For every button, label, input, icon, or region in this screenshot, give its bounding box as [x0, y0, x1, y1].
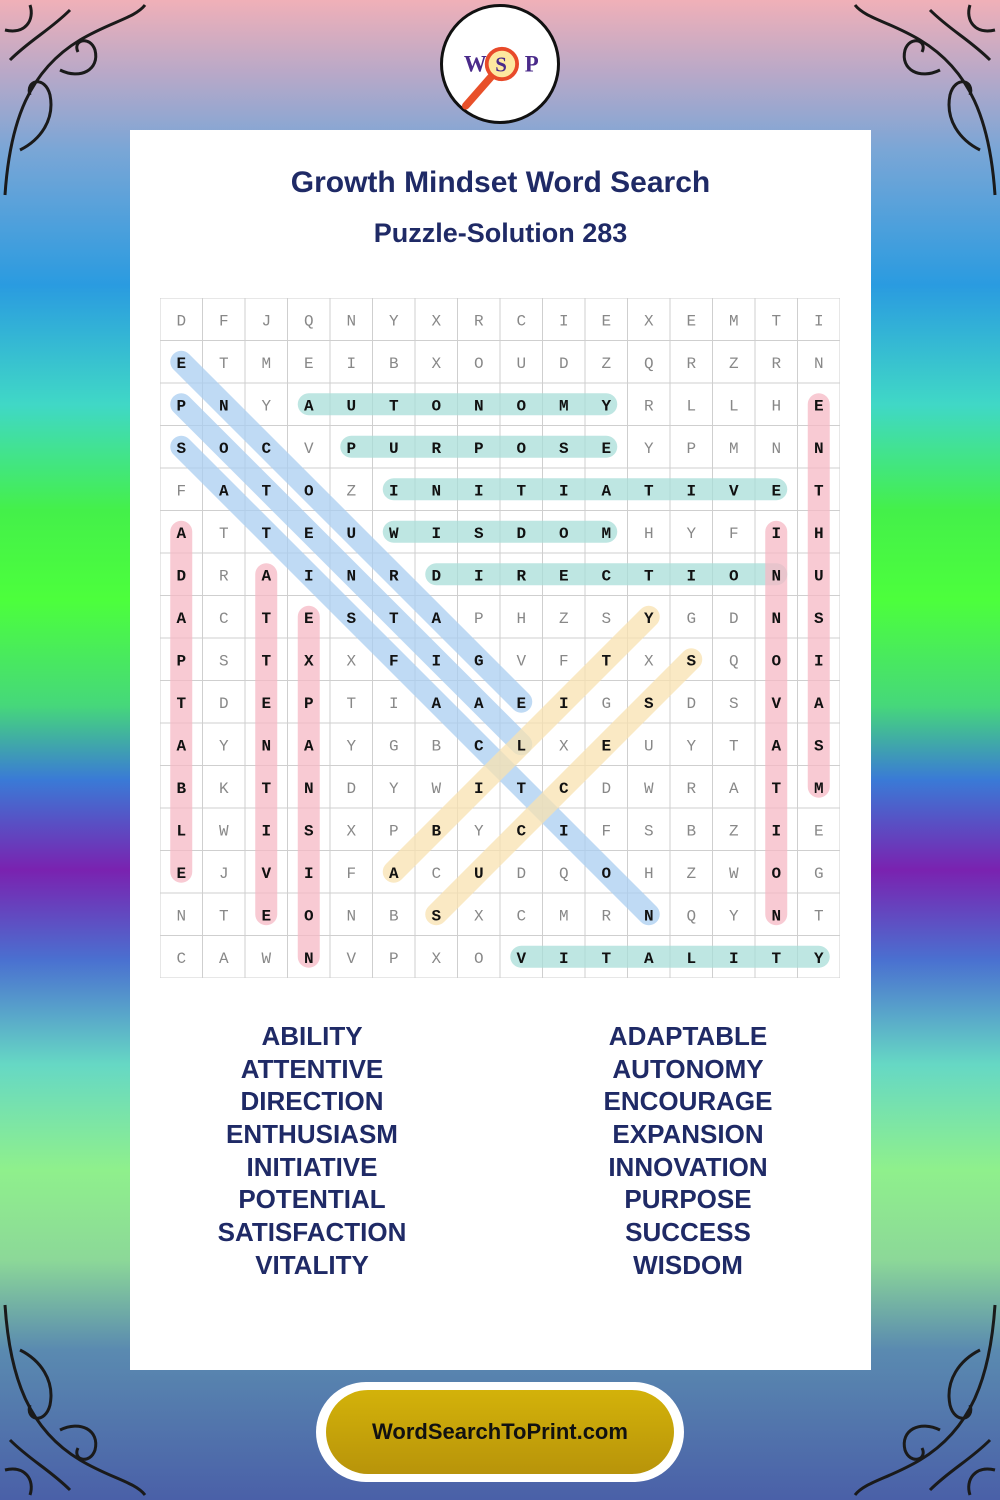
grid-letter[interactable]: R — [431, 439, 442, 458]
grid-letter[interactable]: Y — [686, 524, 697, 543]
grid-letter[interactable]: N — [176, 907, 187, 926]
word-list-item: POTENTIAL — [238, 1184, 386, 1215]
word-list-item: ABILITY — [261, 1021, 363, 1051]
grid-letter[interactable]: V — [516, 949, 527, 968]
grid-letter[interactable]: D — [218, 694, 229, 713]
grid-letter[interactable]: Z — [346, 482, 357, 501]
grid-letter[interactable]: T — [516, 482, 527, 501]
grid-letter[interactable]: F — [176, 482, 187, 501]
grid-letter[interactable]: R — [516, 567, 527, 586]
grid-letter[interactable]: Y — [643, 439, 654, 458]
grid-letter[interactable]: N — [813, 354, 824, 373]
grid-letter[interactable]: H — [813, 524, 824, 543]
grid-letter[interactable]: N — [261, 737, 272, 756]
grid-letter[interactable]: M — [601, 524, 612, 543]
grid-letter[interactable]: T — [176, 694, 187, 713]
grid-letter[interactable]: A — [176, 524, 187, 543]
word-list-item: DIRECTION — [240, 1086, 384, 1117]
grid-letter[interactable]: N — [303, 949, 314, 968]
grid-letter[interactable]: B — [686, 822, 697, 841]
grid-letter[interactable]: L — [176, 822, 187, 841]
grid-letter[interactable]: E — [303, 354, 314, 373]
grid-letter[interactable]: D — [558, 354, 569, 373]
grid-letter[interactable]: I — [686, 567, 697, 586]
grid-letter[interactable]: H — [643, 864, 654, 883]
grid-letter[interactable]: F — [558, 652, 569, 671]
grid-letter[interactable]: A — [643, 949, 654, 968]
corner-ornament-bottom-left — [0, 1300, 150, 1500]
grid-letter[interactable]: E — [261, 907, 272, 926]
grid-letter[interactable]: P — [473, 439, 484, 458]
grid-letter[interactable]: P — [176, 652, 187, 671]
grid-letter[interactable]: E — [261, 694, 272, 713]
grid-letter[interactable]: R — [473, 312, 484, 331]
grid-letter[interactable]: I — [558, 822, 569, 841]
grid-letter[interactable]: S — [218, 652, 229, 671]
grid-letter[interactable]: S — [813, 609, 824, 628]
grid-letter[interactable]: O — [771, 652, 782, 671]
grid-letter[interactable]: C — [261, 439, 272, 458]
grid-letter[interactable]: I — [558, 694, 569, 713]
grid-letter[interactable]: C — [516, 822, 527, 841]
grid-letter[interactable]: P — [388, 822, 399, 841]
grid-letter[interactable]: S — [176, 439, 187, 458]
grid-letter[interactable]: S — [558, 439, 569, 458]
grid-letter[interactable]: N — [431, 482, 442, 501]
grid-letter[interactable]: B — [388, 907, 399, 926]
grid-letter[interactable]: A — [261, 567, 272, 586]
grid-letter[interactable]: N — [643, 907, 654, 926]
word-list-item: ATTENTIVE — [240, 1053, 384, 1084]
grid-letter[interactable]: I — [346, 354, 357, 373]
grid-letter[interactable]: T — [813, 907, 824, 926]
word-list-item: AUTONOMY — [612, 1053, 764, 1084]
grid-letter[interactable]: P — [686, 439, 697, 458]
grid-letter[interactable]: A — [388, 864, 399, 883]
word-list-item: VITALITY — [255, 1249, 369, 1280]
word-list-item: SATISFACTION — [217, 1217, 407, 1248]
grid-letter[interactable]: O — [473, 354, 484, 373]
grid-letter[interactable]: N — [303, 779, 314, 798]
grid-letter[interactable]: O — [728, 567, 739, 586]
grid-letter[interactable]: S — [431, 907, 442, 926]
grid-letter[interactable]: O — [303, 482, 314, 501]
grid-letter[interactable]: E — [558, 567, 569, 586]
grid-letter[interactable]: Y — [218, 737, 229, 756]
grid-letter[interactable]: C — [176, 949, 187, 968]
grid-letter[interactable]: I — [728, 949, 739, 968]
grid-letter[interactable]: R — [601, 907, 612, 926]
grid-letter[interactable]: N — [771, 907, 782, 926]
grid-letter[interactable]: T — [261, 652, 272, 671]
grid-letter[interactable]: N — [473, 397, 484, 416]
grid-letter[interactable]: E — [176, 864, 187, 883]
grid-letter[interactable]: G — [813, 864, 824, 883]
grid-letter[interactable]: G — [686, 609, 697, 628]
grid-letter[interactable]: X — [346, 822, 357, 841]
grid-letter[interactable]: A — [218, 949, 229, 968]
grid-letter[interactable]: N — [771, 609, 782, 628]
grid-letter[interactable]: C — [473, 737, 484, 756]
grid-letter[interactable]: T — [346, 694, 357, 713]
grid-letter[interactable]: C — [218, 609, 229, 628]
word-list-left — [112, 1020, 512, 1282]
grid-letter[interactable]: L — [728, 397, 739, 416]
grid-letter[interactable]: I — [431, 652, 442, 671]
grid-letter[interactable]: C — [558, 779, 569, 798]
grid-letter[interactable]: E — [303, 609, 314, 628]
grid-letter[interactable]: N — [346, 907, 357, 926]
grid-letter[interactable]: O — [601, 864, 612, 883]
word-search-grid[interactable] — [160, 298, 840, 978]
grid-letter[interactable]: S — [728, 694, 739, 713]
grid-letter[interactable]: E — [686, 312, 697, 331]
grid-letter[interactable]: D — [516, 524, 527, 543]
grid-letter[interactable]: T — [261, 482, 272, 501]
grid-letter[interactable]: Y — [346, 737, 357, 756]
grid-letter[interactable]: B — [431, 737, 442, 756]
word-list-item: EXPANSION — [612, 1119, 764, 1150]
grid-letter[interactable]: Q — [558, 864, 569, 883]
grid-letter[interactable]: W — [431, 779, 442, 798]
word-list-item: PURPOSE — [624, 1184, 752, 1215]
grid-letter[interactable]: U — [388, 439, 399, 458]
grid-letter[interactable]: T — [643, 567, 654, 586]
grid-letter[interactable]: F — [218, 312, 229, 331]
grid-letter[interactable]: A — [601, 482, 612, 501]
grid-letter[interactable]: B — [388, 354, 399, 373]
word-list-item: ENCOURAGE — [603, 1086, 773, 1117]
grid-letter[interactable]: I — [558, 482, 569, 501]
grid-letter[interactable]: D — [346, 779, 357, 798]
grid-letter[interactable]: O — [473, 949, 484, 968]
grid-letter[interactable]: T — [261, 609, 272, 628]
grid-letter[interactable]: L — [686, 949, 697, 968]
grid-letter[interactable]: I — [771, 524, 782, 543]
grid-letter[interactable]: S — [686, 652, 697, 671]
grid-letter[interactable]: R — [686, 779, 697, 798]
grid-letter[interactable]: R — [643, 397, 654, 416]
grid-letter[interactable]: W — [218, 822, 229, 841]
corner-ornament-bottom-right — [850, 1300, 1000, 1500]
grid-letter[interactable]: X — [346, 652, 357, 671]
grid-letter[interactable]: I — [431, 524, 442, 543]
grid-letter[interactable]: J — [261, 312, 272, 331]
page-title: Growth Mindset Word Search — [290, 166, 711, 199]
grid-letter[interactable]: I — [388, 482, 399, 501]
grid-letter[interactable]: U — [516, 354, 527, 373]
grid-letter[interactable]: L — [516, 737, 527, 756]
grid-letter[interactable]: P — [303, 694, 314, 713]
grid-letter[interactable]: E — [771, 482, 782, 501]
word-list-item: SUCCESS — [625, 1217, 751, 1248]
grid-letter[interactable]: S — [643, 822, 654, 841]
grid-letter[interactable]: A — [813, 694, 824, 713]
grid-letter[interactable]: D — [176, 312, 187, 331]
grid-letter[interactable]: T — [218, 524, 229, 543]
grid-letter[interactable]: D — [516, 864, 527, 883]
grid-letter[interactable]: G — [473, 652, 484, 671]
grid-letter[interactable]: W — [643, 779, 654, 798]
grid-letter[interactable]: E — [176, 354, 187, 373]
grid-letter[interactable]: M — [813, 779, 824, 798]
word-list-item: INITIATIVE — [246, 1151, 378, 1182]
grid-letter[interactable]: T — [218, 354, 229, 373]
grid-letter[interactable]: O — [431, 397, 442, 416]
grid-letter[interactable]: W — [388, 524, 399, 543]
grid-letter[interactable]: P — [176, 397, 187, 416]
grid-letter[interactable]: T — [261, 779, 272, 798]
grid-letter[interactable]: T — [728, 737, 739, 756]
grid-letter[interactable]: G — [601, 694, 612, 713]
grid-letter[interactable]: I — [303, 864, 314, 883]
grid-letter[interactable]: Z — [728, 822, 739, 841]
grid-letter[interactable]: Y — [686, 737, 697, 756]
grid-letter[interactable]: Q — [728, 652, 739, 671]
grid-letter[interactable]: U — [473, 864, 484, 883]
grid-letter[interactable]: T — [601, 949, 612, 968]
grid-letter[interactable]: E — [813, 822, 824, 841]
grid-letter[interactable]: H — [516, 609, 527, 628]
grid-letter[interactable]: E — [601, 737, 612, 756]
grid-letter[interactable]: S — [813, 737, 824, 756]
grid-letter[interactable]: O — [516, 439, 527, 458]
grid-letter[interactable]: A — [728, 779, 739, 798]
grid-letter[interactable]: T — [516, 779, 527, 798]
grid-letter[interactable]: I — [473, 567, 484, 586]
grid-letter[interactable]: M — [728, 439, 739, 458]
grid-letter[interactable]: N — [346, 312, 357, 331]
grid-letter[interactable]: X — [558, 737, 569, 756]
grid-letter[interactable]: B — [431, 822, 442, 841]
grid-letter[interactable]: R — [686, 354, 697, 373]
grid-letter[interactable]: I — [558, 949, 569, 968]
grid-letter[interactable]: U — [346, 524, 357, 543]
grid-letter[interactable]: A — [176, 609, 187, 628]
grid-letter[interactable]: E — [813, 397, 824, 416]
grid-letter[interactable]: Z — [601, 354, 612, 373]
grid-letter[interactable]: T — [643, 482, 654, 501]
grid-letter[interactable]: S — [473, 524, 484, 543]
grid-letter[interactable]: O — [558, 524, 569, 543]
grid-letter[interactable]: Q — [643, 354, 654, 373]
grid-letter[interactable]: S — [601, 609, 612, 628]
grid-letter[interactable]: Q — [686, 907, 697, 926]
grid-letter[interactable]: N — [771, 567, 782, 586]
grid-letter[interactable]: A — [431, 694, 442, 713]
grid-letter[interactable]: V — [346, 949, 357, 968]
grid-letter[interactable]: I — [813, 652, 824, 671]
grid-letter[interactable]: V — [728, 482, 739, 501]
page-subtitle: Puzzle-Solution 283 — [373, 218, 628, 248]
grid-letter[interactable]: Y — [728, 907, 739, 926]
grid-letter[interactable]: X — [643, 652, 654, 671]
grid-letter[interactable]: T — [771, 312, 782, 331]
site-link[interactable] — [326, 1390, 674, 1474]
grid-letter[interactable]: C — [516, 312, 527, 331]
grid-letter[interactable]: I — [303, 567, 314, 586]
grid-letter[interactable]: K — [218, 779, 229, 798]
grid-letter[interactable]: F — [728, 524, 739, 543]
grid-letter[interactable]: D — [728, 609, 739, 628]
grid-letter[interactable]: V — [516, 652, 527, 671]
grid-letter[interactable]: A — [303, 737, 314, 756]
grid-letter[interactable]: I — [261, 822, 272, 841]
grid-letter[interactable]: D — [176, 567, 187, 586]
grid-letter[interactable]: Z — [728, 354, 739, 373]
grid-letter[interactable]: A — [771, 737, 782, 756]
grid-letter[interactable]: Y — [388, 779, 399, 798]
grid-letter[interactable]: M — [558, 907, 569, 926]
grid-letter[interactable]: O — [516, 397, 527, 416]
grid-letter[interactable]: A — [431, 609, 442, 628]
grid-letter[interactable]: N — [813, 439, 824, 458]
grid-letter[interactable]: Y — [388, 312, 399, 331]
grid-letter[interactable]: B — [176, 779, 187, 798]
grid-letter[interactable]: I — [473, 779, 484, 798]
grid-letter[interactable]: A — [473, 694, 484, 713]
grid-letter[interactable]: W — [728, 864, 739, 883]
grid-letter[interactable]: E — [303, 524, 314, 543]
grid-letter[interactable]: I — [813, 312, 824, 331]
grid-letter[interactable]: G — [388, 737, 399, 756]
grid-letter[interactable]: N — [218, 397, 229, 416]
word-list-right — [488, 1020, 888, 1282]
grid-letter[interactable]: X — [473, 907, 484, 926]
grid-letter[interactable]: T — [771, 949, 782, 968]
grid-letter[interactable]: Z — [558, 609, 569, 628]
grid-letter[interactable]: C — [516, 907, 527, 926]
grid-letter[interactable]: S — [303, 822, 314, 841]
grid-letter[interactable]: Y — [643, 609, 654, 628]
grid-letter[interactable]: O — [303, 907, 314, 926]
grid-letter[interactable]: X — [431, 949, 442, 968]
grid-letter[interactable]: J — [218, 864, 229, 883]
grid-letter[interactable]: E — [601, 439, 612, 458]
grid-letter[interactable]: U — [346, 397, 357, 416]
grid-letter[interactable]: C — [601, 567, 612, 586]
grid-letter[interactable]: S — [346, 609, 357, 628]
grid-letter[interactable]: I — [473, 482, 484, 501]
grid-letter[interactable]: Z — [686, 864, 697, 883]
grid-letter[interactable]: X — [643, 312, 654, 331]
grid-letter[interactable]: V — [303, 439, 314, 458]
grid-letter[interactable]: A — [218, 482, 229, 501]
logo-letter-s: S — [495, 52, 507, 77]
grid-letter[interactable]: D — [686, 694, 697, 713]
corner-ornament-top-right — [850, 0, 1000, 200]
logo-letter-p: P — [524, 51, 539, 77]
grid-letter[interactable]: H — [643, 524, 654, 543]
grid-letter[interactable]: Y — [261, 397, 272, 416]
grid-letter[interactable]: T — [601, 652, 612, 671]
word-list-item: INNOVATION — [608, 1151, 768, 1182]
grid-letter[interactable]: M — [261, 354, 272, 373]
grid-letter[interactable]: Y — [473, 822, 484, 841]
word-list-item: WISDOM — [633, 1249, 743, 1280]
grid-letter[interactable]: V — [771, 694, 782, 713]
grid-letter[interactable]: E — [601, 312, 612, 331]
grid-letter[interactable]: N — [771, 439, 782, 458]
site-link-label: WordSearchToPrint.com — [372, 1419, 628, 1444]
grid-letter[interactable]: P — [388, 949, 399, 968]
corner-ornament-top-left — [0, 0, 150, 200]
grid-letter[interactable]: T — [261, 524, 272, 543]
grid-letter[interactable]: I — [388, 694, 399, 713]
grid-letter[interactable]: X — [431, 312, 442, 331]
word-list-item: ENTHUSIASM — [226, 1119, 398, 1150]
grid-letter[interactable]: A — [176, 737, 187, 756]
grid-letter[interactable]: P — [346, 439, 357, 458]
grid-letter[interactable]: A — [303, 397, 314, 416]
grid-letter[interactable]: Q — [303, 312, 314, 331]
grid-letter[interactable]: F — [601, 822, 612, 841]
grid-letter[interactable]: D — [431, 567, 442, 586]
grid-letter[interactable]: O — [218, 439, 229, 458]
grid-letter[interactable]: C — [431, 864, 442, 883]
grid-letter[interactable]: R — [771, 354, 782, 373]
grid-letter[interactable]: F — [346, 864, 357, 883]
grid-letter[interactable]: M — [728, 312, 739, 331]
grid-letter[interactable]: Y — [813, 949, 824, 968]
grid-letter[interactable]: O — [771, 864, 782, 883]
word-list-item: ADAPTABLE — [608, 1021, 768, 1051]
grid-letter[interactable]: S — [643, 694, 654, 713]
grid-letter[interactable]: D — [601, 779, 612, 798]
grid-letter[interactable]: U — [813, 567, 824, 586]
grid-letter[interactable]: T — [813, 482, 824, 501]
grid-letter[interactable]: X — [431, 354, 442, 373]
grid-letter[interactable]: E — [516, 694, 527, 713]
grid-letter[interactable]: F — [388, 652, 399, 671]
logo-letter-w: W — [463, 51, 487, 77]
grid-letter[interactable]: Y — [601, 397, 612, 416]
grid-letter[interactable]: I — [686, 482, 697, 501]
grid-letter[interactable]: T — [388, 609, 399, 628]
grid-letter[interactable]: R — [388, 567, 399, 586]
grid-letter[interactable]: P — [473, 609, 484, 628]
grid-letter[interactable]: T — [771, 779, 782, 798]
grid-letter[interactable]: N — [346, 567, 357, 586]
grid-letter[interactable]: I — [771, 822, 782, 841]
grid-letter[interactable]: M — [558, 397, 569, 416]
grid-letter[interactable]: W — [261, 949, 272, 968]
wsp-logo[interactable] — [440, 4, 560, 124]
grid-letter[interactable]: X — [303, 652, 314, 671]
grid-letter[interactable]: I — [558, 312, 569, 331]
grid-letter[interactable]: R — [218, 567, 229, 586]
grid-letter[interactable]: U — [643, 737, 654, 756]
grid-letter[interactable]: V — [261, 864, 272, 883]
grid-letter[interactable]: T — [388, 397, 399, 416]
grid-letter[interactable]: L — [686, 397, 697, 416]
grid-letter[interactable]: T — [218, 907, 229, 926]
grid-letter[interactable]: H — [771, 397, 782, 416]
